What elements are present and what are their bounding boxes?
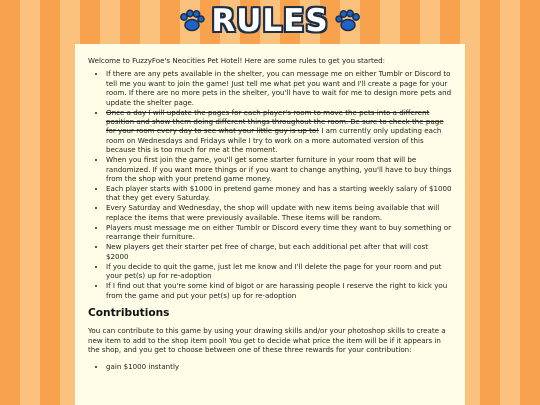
paw-icon [335,9,361,33]
rule-item: • If there are any pets available in the shelter, you can message me on either Tumblr or Discord to tell me you want to join the game! Just tell me what pet you want and I'll create a page for your room. If there are no more pets in the shelter, you'll have to wait for me to design more pets and update the shelter page. [106,69,452,107]
contributions-heading: Contributions [88,306,170,319]
content-panel [75,44,465,405]
rule-item: • When you first join the game, you'll get some starter furniture in your room that will be randomized. If you want more things or if you want to change anything, you'll have to buy things from the shop with your pretend game money. [106,155,452,183]
rule-item: • New players get their starter pet free of charge, but each additional pet after that will cost $2000 [106,242,452,261]
rule-item: • If I find out that you're some kind of bigot or are harassing people I reserve the right to kick you from the game and put your pet(s) up for re-adoption [106,281,452,300]
rule-item: • Each player starts with $1000 in pretend game money and has a starting weekly salary of $1000 that they get every Saturday. [106,184,452,203]
rules-list [88,69,452,300]
contributions-text: You can contribute to this game by using your drawing skills and/or your photoshop skills to create a new item to add to the shop item pool! You get to decide what price the item will be if it appears in the shop, and you get to choose between one of these three rewards for your contribution: [88,326,446,355]
rule-item [106,108,452,155]
intro-text: Welcome to FuzzyFoe's Neocities Pet Hotel! Here are some rules to get you started: [88,56,386,65]
rule-item: • Players must message me on either Tumblr or Discord every time they want to buy something or rearrange their furniture. [106,223,452,242]
page-header [0,0,540,42]
rule-item: • Every Saturday and Wednesday, the shop will update with new items being available that will replace the items that were previously available. These items will be random. [106,203,452,222]
page-title: RULES [211,2,329,39]
rule-item: • If you decide to quit the game, just let me know and I'll delete the page for your room and put your pet(s) up for re-adoption [106,262,452,281]
rule-text: I am currently only updating each room on Wednesdays and Fridays while I try to work on a more automated version of this because this is too much for me at the moment. [106,126,442,155]
rewards-list [88,362,452,371]
struck-rule-text: Once a day I will update the pages for each player's room to move the pets into a different position and show them doing different things throughout the room. Be sure to check the page for your room every day to see what your little guy is up to! [106,107,444,136]
paw-icon [179,9,205,33]
reward-item: • gain $1000 instantly [106,362,452,371]
